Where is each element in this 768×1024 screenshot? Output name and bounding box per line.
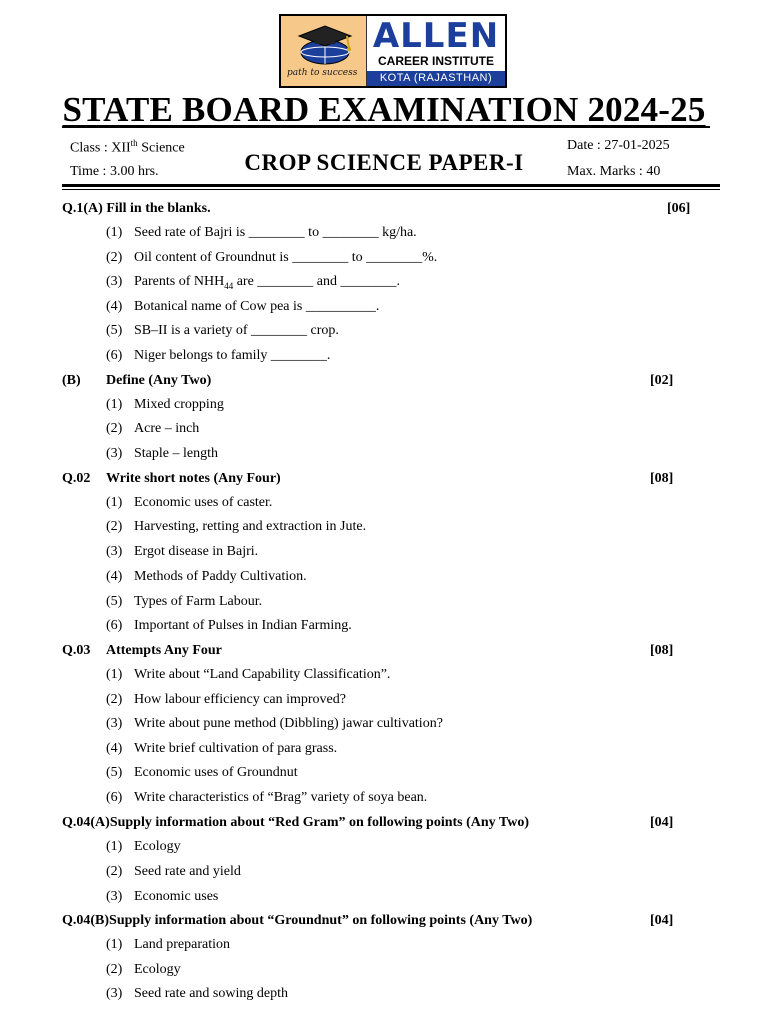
q1b-heading: Define (Any Two)	[106, 373, 212, 388]
q2-number: Q.02	[62, 471, 91, 486]
list-item: Economic uses of Groundnut	[134, 765, 298, 780]
graduation-cap-globe-icon	[289, 24, 359, 68]
list-item: Economic uses	[134, 889, 219, 904]
list-item-number: (2)	[106, 692, 123, 707]
logo-subtitle: CAREER INSTITUTE	[377, 54, 494, 68]
q4b-marks: [04]	[650, 913, 674, 928]
list-item: Staple – length	[134, 446, 218, 461]
list-item-number: (6)	[106, 348, 123, 363]
q3-heading: Attempts Any Four	[106, 643, 222, 658]
list-item-number: (2)	[106, 250, 123, 265]
list-item-number: (6)	[106, 790, 123, 805]
list-item-pre: Parents of NHH	[134, 274, 225, 289]
list-item-number: (3)	[106, 889, 123, 904]
list-item-number: (1)	[106, 667, 123, 682]
list-item-number: (3)	[106, 446, 123, 461]
list-item-number: (3)	[106, 986, 123, 1001]
list-item: Types of Farm Labour.	[134, 594, 263, 609]
q2-heading: Write short notes (Any Four)	[106, 471, 281, 486]
list-item: Seed rate of Bajri is ________ to ________ kg/ha.	[134, 225, 417, 240]
list-item-number: (1)	[106, 225, 123, 240]
list-item-number: (2)	[106, 864, 123, 879]
list-item: Methods of Paddy Cultivation.	[134, 569, 307, 584]
list-item-number: (2)	[106, 519, 123, 534]
list-item-number: (4)	[106, 741, 123, 756]
logo-text	[367, 16, 505, 86]
q3-number: Q.03	[62, 643, 91, 658]
q1b-marks: [02]	[650, 373, 674, 388]
list-item-number: (6)	[106, 618, 123, 633]
list-item: Write about pune method (Dibbling) jawar cultivation?	[134, 716, 443, 731]
logo-brand: ALLEN	[372, 16, 500, 56]
list-item: SB–II is a variety of ________ crop.	[134, 323, 339, 338]
date-info: Date : 27-01-2025	[567, 138, 670, 153]
list-item: Write about “Land Capability Classification”.	[134, 667, 391, 682]
class-suffix: Science	[137, 140, 185, 156]
q2-marks: [08]	[650, 471, 674, 486]
list-item-number: (1)	[106, 937, 123, 952]
list-item: Economic uses of caster.	[134, 495, 273, 510]
q4a-heading: Q.04(A)Supply information about “Red Gram” on following points (Any Two)	[62, 815, 529, 830]
exam-title-text: STATE BOARD EXAMINATION 2024-25	[62, 90, 706, 129]
q4a-marks: [04]	[650, 815, 674, 830]
list-item: Important of Pulses in Indian Farming.	[134, 618, 352, 633]
list-item-number: (2)	[106, 962, 123, 977]
subject-title: CROP SCIENCE PAPER-I	[244, 150, 524, 175]
list-item: Seed rate and yield	[134, 864, 241, 879]
list-item-number: (4)	[106, 299, 123, 314]
class-prefix: Class : XII	[70, 140, 131, 156]
time-info: Time : 3.00 hrs.	[70, 164, 159, 179]
list-item: Land preparation	[134, 937, 231, 952]
list-item-number: (1)	[106, 397, 123, 412]
list-item-number: (2)	[106, 421, 123, 436]
list-item: Seed rate and sowing depth	[134, 986, 288, 1001]
list-item: Botanical name of Cow pea is __________.	[134, 299, 380, 314]
max-marks: Max. Marks : 40	[567, 164, 661, 179]
list-item-number: (4)	[106, 569, 123, 584]
allen-logo	[279, 14, 507, 88]
list-item-number: (5)	[106, 765, 123, 780]
list-item-number: (1)	[106, 495, 123, 510]
logo-emblem	[281, 16, 367, 86]
list-item: Write characteristics of “Brag” variety of soya bean.	[134, 790, 428, 805]
divider	[62, 126, 710, 128]
list-item: Harvesting, retting and extraction in Jute.	[134, 519, 367, 534]
list-item-number: (3)	[106, 716, 123, 731]
list-item-sub: 44	[224, 280, 234, 291]
divider	[62, 184, 720, 187]
list-item	[134, 274, 400, 291]
q1a-marks: [06]	[667, 201, 691, 216]
list-item: How labour efficiency can improved?	[134, 692, 346, 707]
list-item-number: (5)	[106, 594, 123, 609]
list-item: Write brief cultivation of para grass.	[134, 741, 338, 756]
list-item-number: (5)	[106, 323, 123, 338]
logo-tagline: path to success	[287, 68, 358, 78]
list-item: Ergot disease in Bajri.	[134, 544, 259, 559]
list-item: Niger belongs to family ________.	[134, 348, 331, 363]
logo-city: KOTA (RAJASTHAN)	[367, 71, 505, 86]
q4b-heading: Q.04(B)Supply information about “Groundnut” on following points (Any Two)	[62, 913, 533, 928]
class-sup: th	[130, 138, 138, 148]
list-item: Acre – inch	[134, 421, 200, 436]
exam-title	[0, 90, 768, 130]
list-item: Ecology	[134, 962, 181, 977]
q1b-number: (B)	[62, 373, 81, 388]
list-item-number: (3)	[106, 274, 123, 289]
list-item-post: are ________ and ________.	[233, 274, 401, 289]
list-item: Ecology	[134, 839, 181, 854]
list-item-number: (3)	[106, 544, 123, 559]
q1a-heading: Q.1(A) Fill in the blanks.	[62, 201, 211, 216]
list-item: Oil content of Groundnut is ________ to ________%.	[134, 250, 438, 265]
q3-marks: [08]	[650, 643, 674, 658]
list-item: Mixed cropping	[134, 397, 224, 412]
divider	[62, 189, 720, 190]
list-item-number: (1)	[106, 839, 123, 854]
